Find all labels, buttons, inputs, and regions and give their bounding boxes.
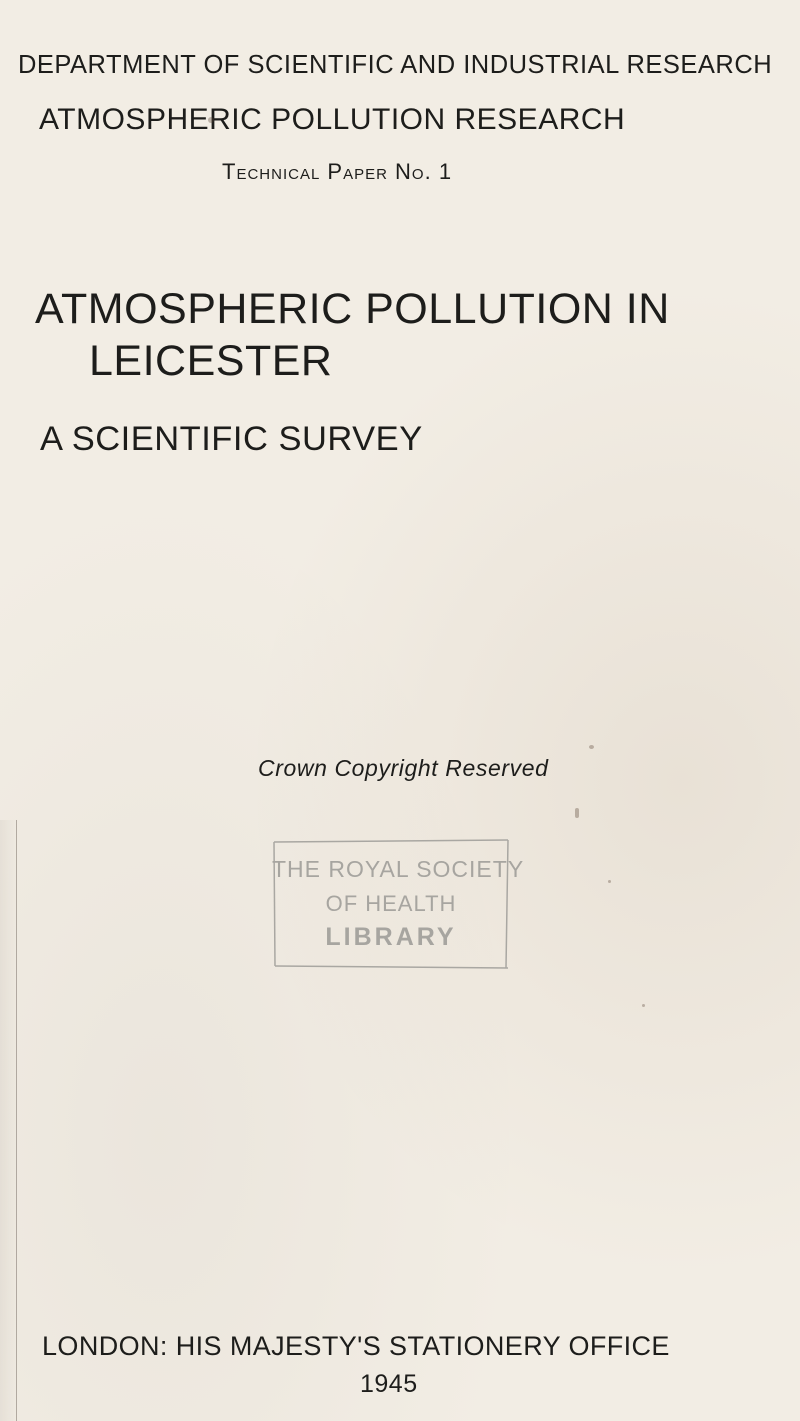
publisher-imprint: LONDON: HIS MAJESTY'S STATIONERY OFFICE (42, 1331, 670, 1361)
main-title-line1: ATMOSPHERIC POLLUTION IN (35, 285, 670, 333)
paper-speck (208, 117, 214, 123)
stamp-line-3: LIBRARY (325, 923, 457, 951)
stamp-line-2: OF HEALTH (325, 891, 457, 916)
paper-speck (608, 880, 611, 883)
copyright-notice: Crown Copyright Reserved (258, 755, 549, 781)
library-stamp (272, 838, 525, 973)
stamp-line-1: THE ROYAL SOCIETY (272, 856, 525, 882)
page-edge-shadow (0, 820, 17, 1421)
main-title (35, 284, 775, 386)
publication-year: 1945 (360, 1370, 418, 1398)
department-heading: DEPARTMENT OF SCIENTIFIC AND INDUSTRIAL RESEARCH (18, 51, 773, 79)
subtitle: A SCIENTIFIC SURVEY (40, 420, 423, 458)
paper-speck (575, 808, 579, 818)
paper-speck (642, 1004, 645, 1007)
main-title-line2: LEICESTER (89, 337, 333, 385)
paper-speck (589, 745, 594, 749)
technical-paper-number: Technical Paper No. 1 (222, 159, 453, 184)
programme-heading: ATMOSPHERIC POLLUTION RESEARCH (39, 103, 626, 136)
